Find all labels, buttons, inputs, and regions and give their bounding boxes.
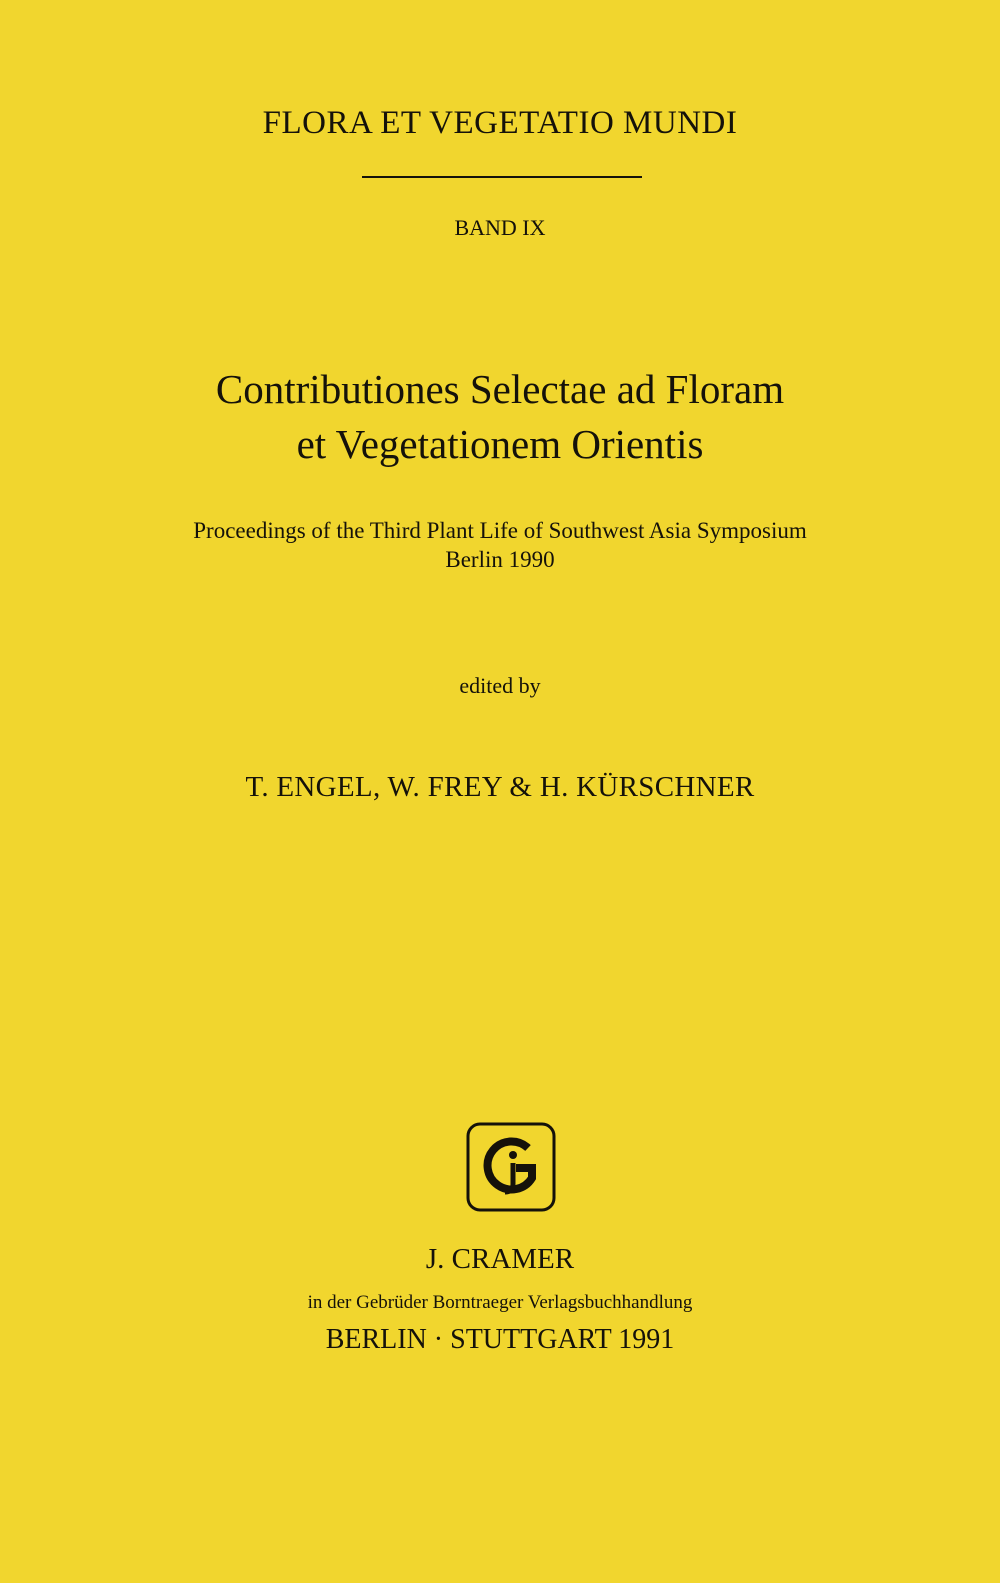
editor-names: T. ENGEL, W. FREY & H. KÜRSCHNER [245, 771, 755, 803]
series-title: FLORA ET VEGETATIO MUNDI [262, 105, 738, 141]
main-title-line-2: et Vegetationem Orientis [296, 421, 704, 467]
main-title-line-1: Contributiones Selectae ad Floram [215, 366, 785, 412]
title-rule [362, 176, 642, 178]
subtitle-line-2: Berlin 1990 [445, 547, 555, 572]
subtitle-line-1: Proceedings of the Third Plant Life of Southwest Asia Symposium [193, 518, 807, 543]
publisher-imprint: in der Gebrüder Borntraeger Verlagsbuchhandlung [307, 1292, 693, 1313]
publisher-logo-icon [466, 1122, 556, 1212]
edited-by-label: edited by [459, 673, 541, 698]
publisher-name: J. CRAMER [425, 1243, 575, 1275]
publisher-place-year: BERLIN · STUTTGART 1991 [325, 1324, 675, 1355]
volume-number: BAND IX [454, 215, 546, 240]
